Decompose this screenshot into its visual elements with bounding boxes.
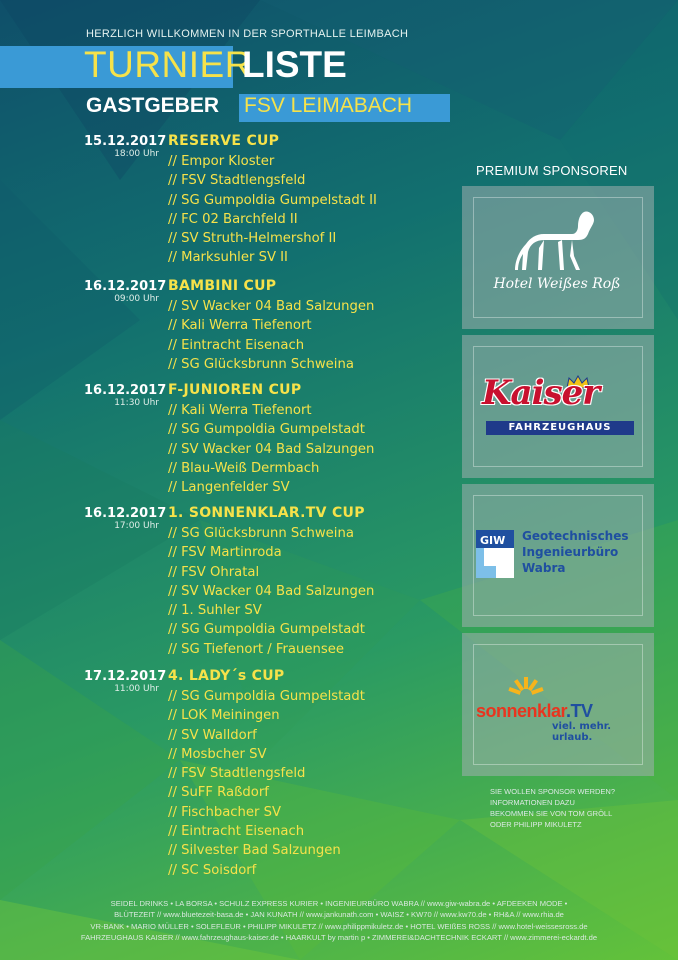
host-name: FSV LEIMABACH bbox=[244, 94, 413, 117]
team-list bbox=[168, 152, 377, 268]
sonnenklar-tv: .TV bbox=[566, 701, 593, 721]
list-item: // Langenfelder SV bbox=[168, 480, 290, 496]
team-list bbox=[168, 524, 374, 659]
list-item: // FSV Stadtlengsfeld bbox=[168, 173, 306, 189]
footer-line: VR-BANK • MARIO MÜLLER • SOLEFLEUR • PHILIPP MIKULETZ // www.philippmikuletz.de • HOTEL WEIßES ROSS // www.hotel-weissesross.de bbox=[90, 921, 588, 931]
horse-icon bbox=[514, 208, 604, 274]
giw-line-2: Ingenieurbüro bbox=[522, 545, 619, 559]
list-item: // Eintracht Eisenach bbox=[168, 337, 305, 353]
giw-line-3: Wabra bbox=[522, 561, 566, 575]
tournament-name: 4. LADY´s CUP bbox=[168, 668, 285, 684]
list-item: // SG Gumpoldia Gumpelstadt II bbox=[168, 192, 377, 208]
giw-line-1: Geotechnisches bbox=[522, 529, 629, 543]
giw-abbr: GIW bbox=[480, 534, 506, 547]
tournament-time: 09:00 Uhr bbox=[114, 294, 159, 304]
list-item: // SV Walldorf bbox=[168, 727, 257, 743]
sonnenklar-logo bbox=[476, 701, 593, 722]
title-liste: LISTE bbox=[242, 44, 347, 85]
footer-line: SEIDEL DRINKS • LA BORSA • SCHULZ EXPRESS KURIER • INGENIEURBÜRO WABRA // www.giw-wabra.de • AFDEEKEN MODE • bbox=[110, 899, 568, 908]
list-item: // SG Gumpoldia Gumpelstadt bbox=[168, 622, 365, 638]
tournament-name: F-JUNIOREN CUP bbox=[168, 382, 302, 398]
contact-line: INFORMATIONEN DAZU bbox=[490, 798, 575, 807]
giw-text bbox=[522, 528, 629, 576]
list-item: // SV Wacker 04 Bad Salzungen bbox=[168, 299, 375, 314]
sponsors-title: PREMIUM SPONSOREN bbox=[476, 163, 628, 178]
giw-logo-icon bbox=[476, 530, 514, 578]
team-list bbox=[168, 401, 374, 497]
list-item: // LOK Meiningen bbox=[168, 708, 280, 724]
welcome-text: HERZLICH WILLKOMMEN IN DER SPORTHALLE LEIMBACH bbox=[86, 28, 409, 40]
footer-sponsor-list bbox=[20, 898, 658, 943]
sponsor-contact bbox=[490, 786, 650, 830]
footer-line: FAHRZEUGHAUS KAISER // www.fahrzeughaus-kaiser.de • HAARKULT by martin p • ZIMMEREI&DACHTECHNIK ECKART // www.zimmerei-eckardt.de bbox=[80, 932, 598, 942]
list-item: // SV Wacker 04 Bad Salzungen bbox=[168, 583, 375, 599]
list-item: // FSV Stadtlengsfeld bbox=[168, 766, 306, 782]
team-list bbox=[168, 297, 374, 374]
tournament-time: 11:30 Uhr bbox=[114, 398, 159, 408]
list-item: // Eintracht Eisenach bbox=[168, 824, 305, 840]
list-item: // FC 02 Barchfeld II bbox=[168, 211, 298, 227]
sponsor-giw bbox=[462, 484, 654, 627]
list-item: // SG Tiefenort / Frauensee bbox=[168, 641, 344, 657]
list-item: // FSV Ohratal bbox=[168, 564, 260, 580]
tournament-date: 16.12.2017 bbox=[84, 506, 167, 521]
hotel-label: Hotel Weißes Roß bbox=[493, 276, 621, 292]
tournament-time: 18:00 Uhr bbox=[114, 149, 159, 159]
team-list bbox=[168, 687, 365, 880]
tournament-name: RESERVE CUP bbox=[168, 133, 280, 149]
tournament-name: 1. SONNENKLAR.TV CUP bbox=[168, 505, 365, 521]
list-item: // SG Glücksbrunn Schweina bbox=[168, 526, 354, 541]
tournament-time: 11:00 Uhr bbox=[114, 684, 159, 694]
sponsor-hotel-weisses-ross bbox=[462, 186, 654, 329]
sponsor-kaiser bbox=[462, 335, 654, 478]
kaiser-logo-text: Kaiser bbox=[482, 373, 600, 413]
list-item: // Blau-Weiß Dermbach bbox=[168, 460, 320, 476]
list-item: // SG Gumpoldia Gumpelstadt bbox=[168, 689, 365, 704]
sonnenklar-main: sonnenklar bbox=[476, 701, 567, 721]
list-item: // Empor Kloster bbox=[168, 154, 275, 169]
list-item: // SV Struth-Helmershof II bbox=[168, 231, 337, 247]
list-item: // Kali Werra Tiefenort bbox=[168, 318, 312, 334]
list-item: // SG Glücksbrunn Schweina bbox=[168, 356, 354, 372]
sonnenklar-slogan: viel. mehr. urlaub. bbox=[552, 721, 612, 743]
list-item: // SC Soisdorf bbox=[168, 862, 257, 878]
list-item: // SG Gumpoldia Gumpelstadt bbox=[168, 422, 365, 438]
kaiser-subtitle: FAHRZEUGHAUS bbox=[486, 421, 634, 435]
tournament-date: 17.12.2017 bbox=[84, 669, 167, 684]
contact-line: ODER PHILIPP MIKULETZ bbox=[490, 820, 582, 829]
tournament-name: BAMBINI CUP bbox=[168, 278, 277, 294]
list-item: // Mosbcher SV bbox=[168, 746, 267, 762]
list-item: // Silvester Bad Salzungen bbox=[168, 843, 341, 859]
contact-line: BEKOMMEN SIE VON TOM GRÖLL bbox=[490, 809, 613, 818]
list-item: // SuFF Raßdorf bbox=[168, 785, 269, 801]
tournament-date: 16.12.2017 bbox=[84, 279, 167, 294]
tournament-date: 16.12.2017 bbox=[84, 383, 167, 398]
list-item: // Kali Werra Tiefenort bbox=[168, 403, 312, 418]
footer-line: BLÜTEZEIT // www.bluetezeit-basa.de • JAN KUNATH // www.jankunath.com • WAISZ • KW70 // www.kw70.de • RH&A // www.rhia.de bbox=[114, 910, 564, 920]
tournament-date: 15.12.2017 bbox=[84, 134, 167, 149]
host-label: GASTGEBER bbox=[86, 94, 220, 117]
sponsor-sonnenklar bbox=[462, 633, 654, 776]
contact-line: SIE WOLLEN SPONSOR WERDEN? bbox=[490, 787, 616, 796]
title-turnier: TURNIER bbox=[84, 44, 252, 85]
sun-icon bbox=[508, 677, 544, 697]
list-item: // SV Wacker 04 Bad Salzungen bbox=[168, 441, 375, 457]
tournament-time: 17:00 Uhr bbox=[114, 521, 159, 531]
list-item: // Fischbacher SV bbox=[168, 804, 282, 820]
list-item: // FSV Martinroda bbox=[168, 545, 282, 561]
list-item: // Marksuhler SV II bbox=[168, 250, 288, 266]
list-item: // 1. Suhler SV bbox=[168, 603, 262, 619]
